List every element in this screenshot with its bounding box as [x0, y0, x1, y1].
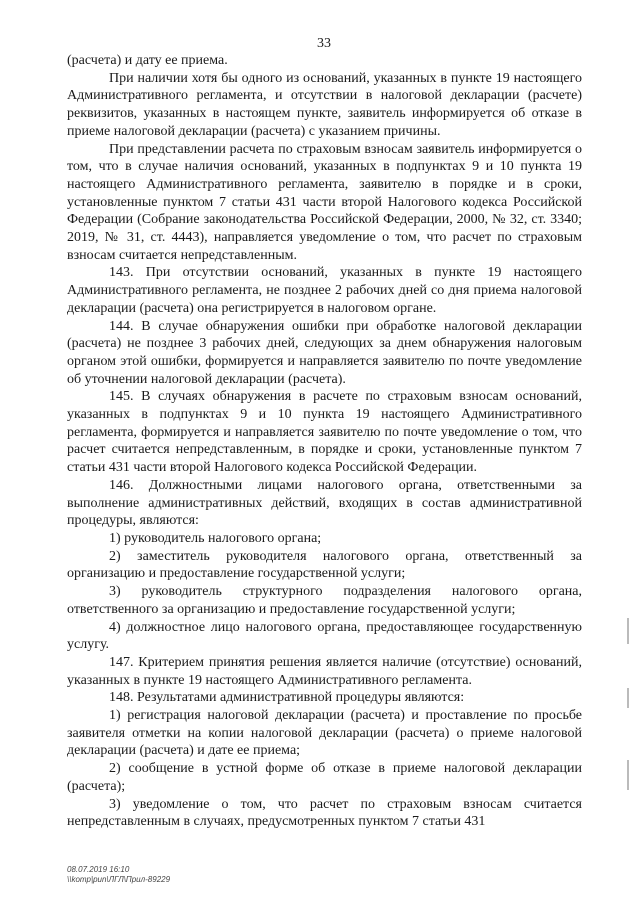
paragraph: 146. Должностными лицами налогового органа, ответственными за выполнение административных действий, входящих в состав административной процедуры, являются: — [67, 477, 582, 529]
paragraph: При наличии хотя бы одного из оснований, указанных в пункте 19 настоящего Административного регламента, и отсутствии в налоговой декларации (расчете) реквизитов, указанных в настоящем пункте, заявитель информируется об отказе в приеме налоговой декларации (расчета) с указанием причины. — [67, 70, 582, 139]
scan-margin-mark — [627, 688, 629, 708]
document-body — [67, 52, 582, 831]
list-item: 1) руководитель налогового органа; — [109, 530, 322, 546]
footer-timestamp: 08.07.2019 16:10 — [67, 865, 130, 874]
list-item: 2) заместитель руководителя налогового органа, ответственный за организацию и предоставление государственной услуги; — [67, 548, 582, 582]
paragraph: 143. При отсутствии оснований, указанных в пункте 19 настоящего Административного регламента, не позднее 2 рабочих дней со дня приема налоговой декларации (расчета) она регистрируется в налоговом органе. — [67, 265, 582, 316]
list-item: 4) должностное лицо налогового органа, предоставляющее государственную услугу. — [67, 619, 582, 653]
list-item: 3) уведомление о том, что расчет по страховым взносам считается непредставленным в случаях, предусмотренных пунктом 7 статьи 431 — [67, 796, 582, 830]
scan-margin-mark — [627, 618, 629, 644]
paragraph: 144. В случае обнаружения ошибки при обработке налоговой декларации (расчета) не позднее 3 рабочих дней, следующих за днем обнаружения налоговым органом этой ошибки, формируется и направляется заявителю по почте уведомление об уточнении налоговой декларации (расчета). — [67, 318, 582, 387]
footer-file-path: \\komp|pun\ЛГЛ\Прил-89229 — [67, 875, 171, 884]
paragraph: При представлении расчета по страховым взносам заявитель информируется о том, что в случае наличия оснований, указанных в подпунктах 9 и 10 пункта 19 настоящего Административного регламента, заявителю в порядке и в сроки, установленные пунктом 7 статьи 431 части второй Налогового кодекса Российской Федерации (Собрание законодательства Российской Федерации, 2000, № 32, ст. 3340; 2019, № 31, ст. 4443), направляется уведомление о том, что расчет по страховым взносам считается непредставленным. — [67, 141, 582, 263]
page-number: 33 — [317, 36, 331, 51]
paragraph: (расчета) и дату ее приема. — [67, 53, 228, 68]
list-item: 2) сообщение в устной форме об отказе в приеме налоговой декларации (расчета); — [67, 761, 582, 794]
paragraph: 148. Результатами административной процедуры являются: — [109, 690, 465, 706]
scan-margin-mark — [627, 760, 629, 790]
paragraph: 145. В случаях обнаружения в расчете по страховым взносам оснований, указанных в подпунктах 9 и 10 пункта 19 настоящего Административного регламента, формируется и направляется заявителю по почте уведомление о том, что расчет считается непредставленным, в порядке и сроки, установленные пунктом 7 статьи 431 части второй Налогового кодекса Российской Федерации. — [67, 389, 582, 476]
document-footer — [67, 865, 170, 885]
paragraph: 147. Критерием принятия решения является наличие (отсутствие) оснований, указанных в пункте 19 настоящего Административного регламента. — [67, 654, 582, 688]
list-item: 1) регистрация налоговой декларации (расчета) и проставление по просьбе заявителя отметки на копии налоговой декларации (расчета) о приеме налоговой декларации (расчета) и дате ее приема; — [67, 708, 582, 759]
list-item: 3) руководитель структурного подразделения налогового органа, ответственного за организацию и предоставление государственной услуги; — [67, 584, 582, 617]
